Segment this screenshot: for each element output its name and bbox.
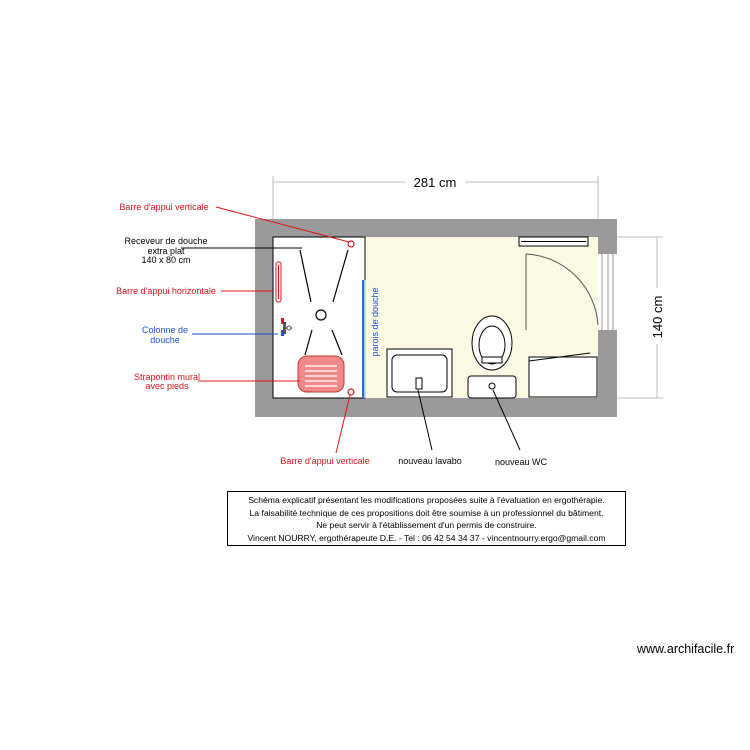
shower-screen	[362, 280, 366, 398]
width-dimension-label: 281 cm	[413, 175, 457, 190]
shower-screen-label: parois de douche	[370, 287, 380, 357]
note-line-2: La faisabilité technique de ces propositions doit être soumise à un professionnel du bâtiment.	[249, 507, 604, 518]
label-fold-seat-line2: avec pieds	[145, 381, 189, 391]
label-grab-bar-vertical-top: Barre d'appui verticale	[119, 202, 209, 212]
radiator	[519, 237, 588, 246]
label-fold-seat-line1: Strapontin mural	[133, 372, 201, 382]
label-grab-bar-horizontal: Barre d'appui horizontale	[116, 286, 216, 296]
height-dimension	[615, 237, 666, 398]
label-grab-bar-vertical-bottom: Barre d'appui verticale	[280, 456, 370, 466]
toilet	[468, 316, 516, 398]
note-line-1: Schéma explicatif présentant les modifications proposées suite à l'évaluation en ergothérapie.	[248, 495, 605, 505]
disclaimer-note	[227, 491, 626, 546]
sink	[387, 349, 452, 397]
horizontal-grab-bar	[276, 262, 281, 302]
height-dimension-label: 140 cm	[650, 295, 665, 339]
label-new-sink: nouveau lavabo	[398, 456, 462, 466]
storage-unit	[529, 353, 597, 397]
label-shower-column-line1: Colonne de	[141, 325, 189, 335]
fold-down-seat	[298, 356, 344, 392]
label-shower-tray-line1: Receveur de douche	[124, 236, 208, 246]
label-shower-column-line2: douche	[150, 335, 180, 345]
vertical-grab-bar-bottom	[348, 389, 354, 395]
label-shower-tray-line3: 140 x 80 cm	[141, 255, 191, 265]
watermark: www.archifacile.fr	[637, 642, 735, 656]
note-line-3: Ne peut servir à l'établissement d'un permis de construire.	[316, 520, 537, 531]
label-shower-tray-line2: extra plat	[147, 246, 185, 256]
note-line-4: Vincent NOURRY, ergothérapeute D.E. - Tel : 06 42 54 34 37 - vincentnourry.ergo@gmail.com	[247, 532, 606, 543]
label-new-wc: nouveau WC	[494, 457, 548, 467]
